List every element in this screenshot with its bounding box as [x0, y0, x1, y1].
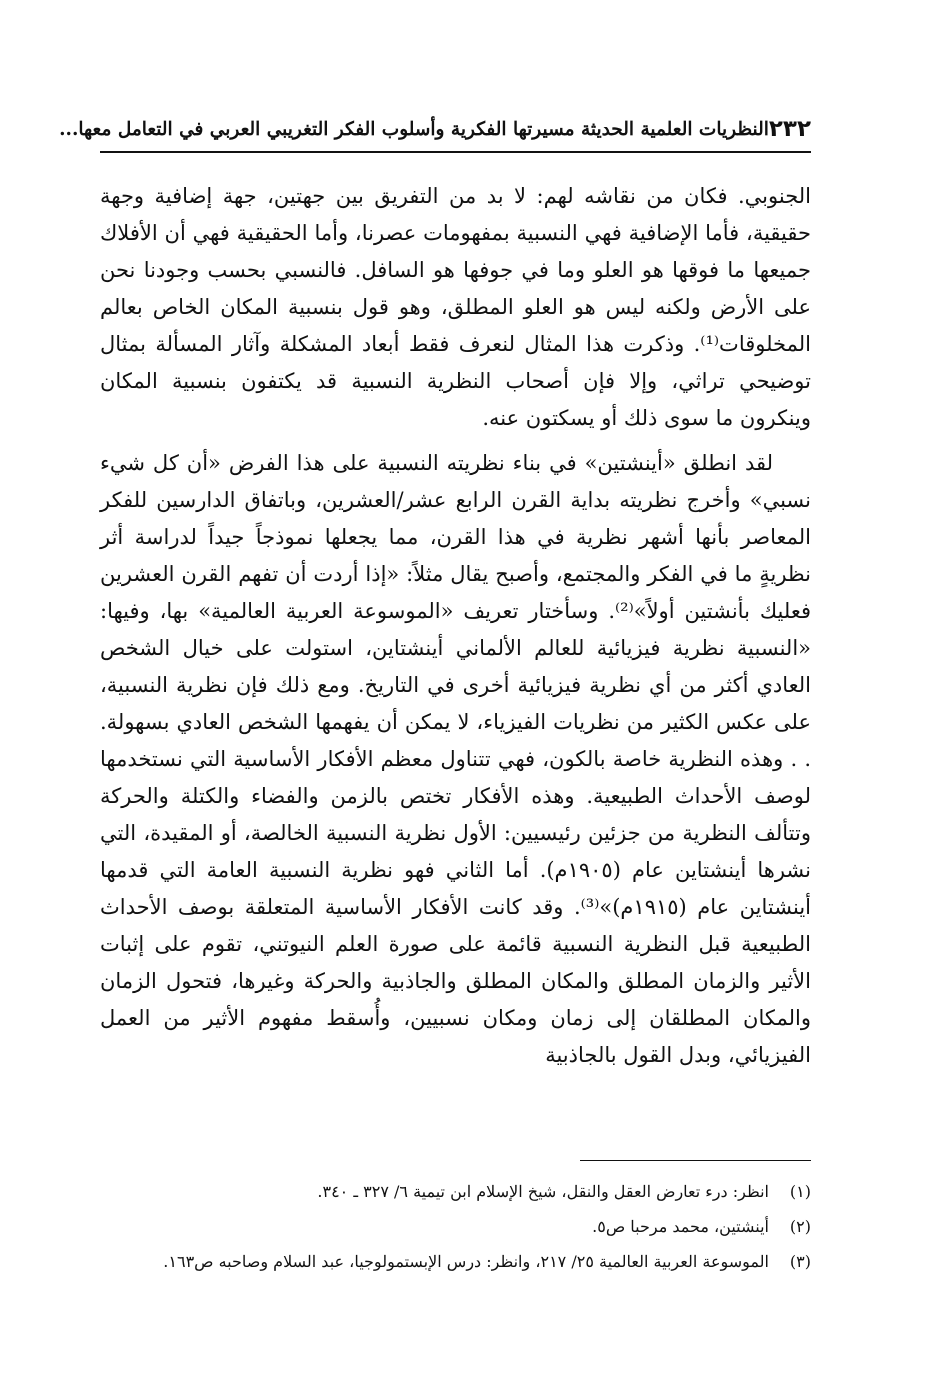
footnote-rule: [580, 1160, 811, 1161]
page-number: ٢٣٢: [768, 116, 811, 142]
footnote-number: (١): [789, 1182, 811, 1201]
paragraph: الجنوبي. فكان من نقاشه لهم: لا بد من التفريق بين جهتين، جهة إضافية وجهة حقيقية، فأما الإضافية فهي النسبية بمفهومات عصرنا، وأما الحقيقية فهي أن الأفلاك جميعها ما فوقها هو العلو وما في جوفها هو السافل. فالنسبي بحسب وجودنا نحن على الأرض ولكنه ليس هو العلو المطلق، وهو قول بنسبية المكان الخاص بعالم المخلوقات⁽¹⁾. وذكرت هذا المثال لنعرف فقط أبعاد المشكلة وآثار المسألة بمثال توضيحي تراثي، وإلا فإن أصحاب النظرية النسبية قد يكتفون بنسبية المكان وينكرون ما سوى ذلك أو يسكتون عنه.: [100, 184, 811, 430]
header-rule: [100, 151, 811, 153]
paragraph: لقد انطلق «أينشتين» في بناء نظريته النسبية على هذا الفرض «أن كل شيء نسبي» وأخرج نظريته بداية القرن الرابع عشر/العشرين، وباتفاق الدارسين للفكر المعاصر بأنها أشهر نظرية في هذا القرن، مما يجعلها نموذجاً جيداً لدراسة أثر نظريةٍ ما في الفكر والمجتمع، وأصبح يقال مثلاً: «إذا أردت أن تفهم القرن العشرين فعليك بأنشتين أولاً»⁽²⁾. وسأختار تعريف «الموسوعة العربية العالمية» بها، وفيها: «النسبية نظرية فيزيائية للعالم الألماني أينشتاين، استولت على خيال الشخص العادي أكثر من أي نظرية فيزيائية أخرى في التاريخ. ومع ذلك فإن نظرية النسبية، على عكس الكثير من نظريات الفيزياء، لا يمكن أن يفهمها الشخص العادي بسهولة. . . وهذه النظرية خاصة بالكون، فهي تتناول معظم الأفكار الأساسية التي نستخدمها لوصف الأحداث الطبيعية. وهذه الأفكار تختص بالزمن والفضاء والكتلة والحركة وتتألف النظرية من جزئين رئيسيين: الأول نظرية النسبية الخالصة، أو المقيدة، التي نشرها أينشتاين عام (١٩٠٥م). أما الثاني فهو نظرية النسبية العامة التي قدمها أينشتاين عام (١٩١٥م)»⁽³⁾. وقد كانت الأفكار الأساسية المتعلقة بوصف الأحداث الطبيعية قبل النظرية النسبية قائمة على صورة العلم النيوتني، تقوم على إثبات الأثير والزمان المطلق والمكان المطلق والجاذبية والحركة وغيرها، فتحول الزمان والمكان المطلقان إلى زمان ومكان نسبيين، وأُسقط مفهوم الأثير من العمل الفيزيائي، وبدل القول بالجاذبية: [100, 451, 812, 1067]
running-title: النظريات العلمية الحديثة مسيرتها الفكرية وأسلوب الفكر التغريبي العربي في التعامل معها...: [59, 118, 769, 140]
footnote-number: (٣): [789, 1252, 811, 1271]
footnote: [100, 1212, 811, 1241]
footnote-text: الموسوعة العربية العالمية ٢٥/ ٢١٧، وانظر: درس الإبستمولوجيا، عبد السلام وصاحبه ص١٦٣.: [163, 1252, 769, 1271]
footnote-text: انظر: درء تعارض العقل والنقل، شيخ الإسلام ابن تيمية ٦/ ٣٢٧ ـ ٣٤٠.: [317, 1182, 769, 1201]
page-header: [59, 112, 811, 146]
footnote-text: أينشتين، محمد مرحبا ص٥.: [592, 1217, 769, 1236]
main-text: [100, 178, 811, 1082]
footnote-number: (٢): [789, 1217, 811, 1236]
footnote: [100, 1177, 811, 1206]
footnote: [100, 1247, 811, 1276]
footnotes: [100, 1177, 811, 1282]
